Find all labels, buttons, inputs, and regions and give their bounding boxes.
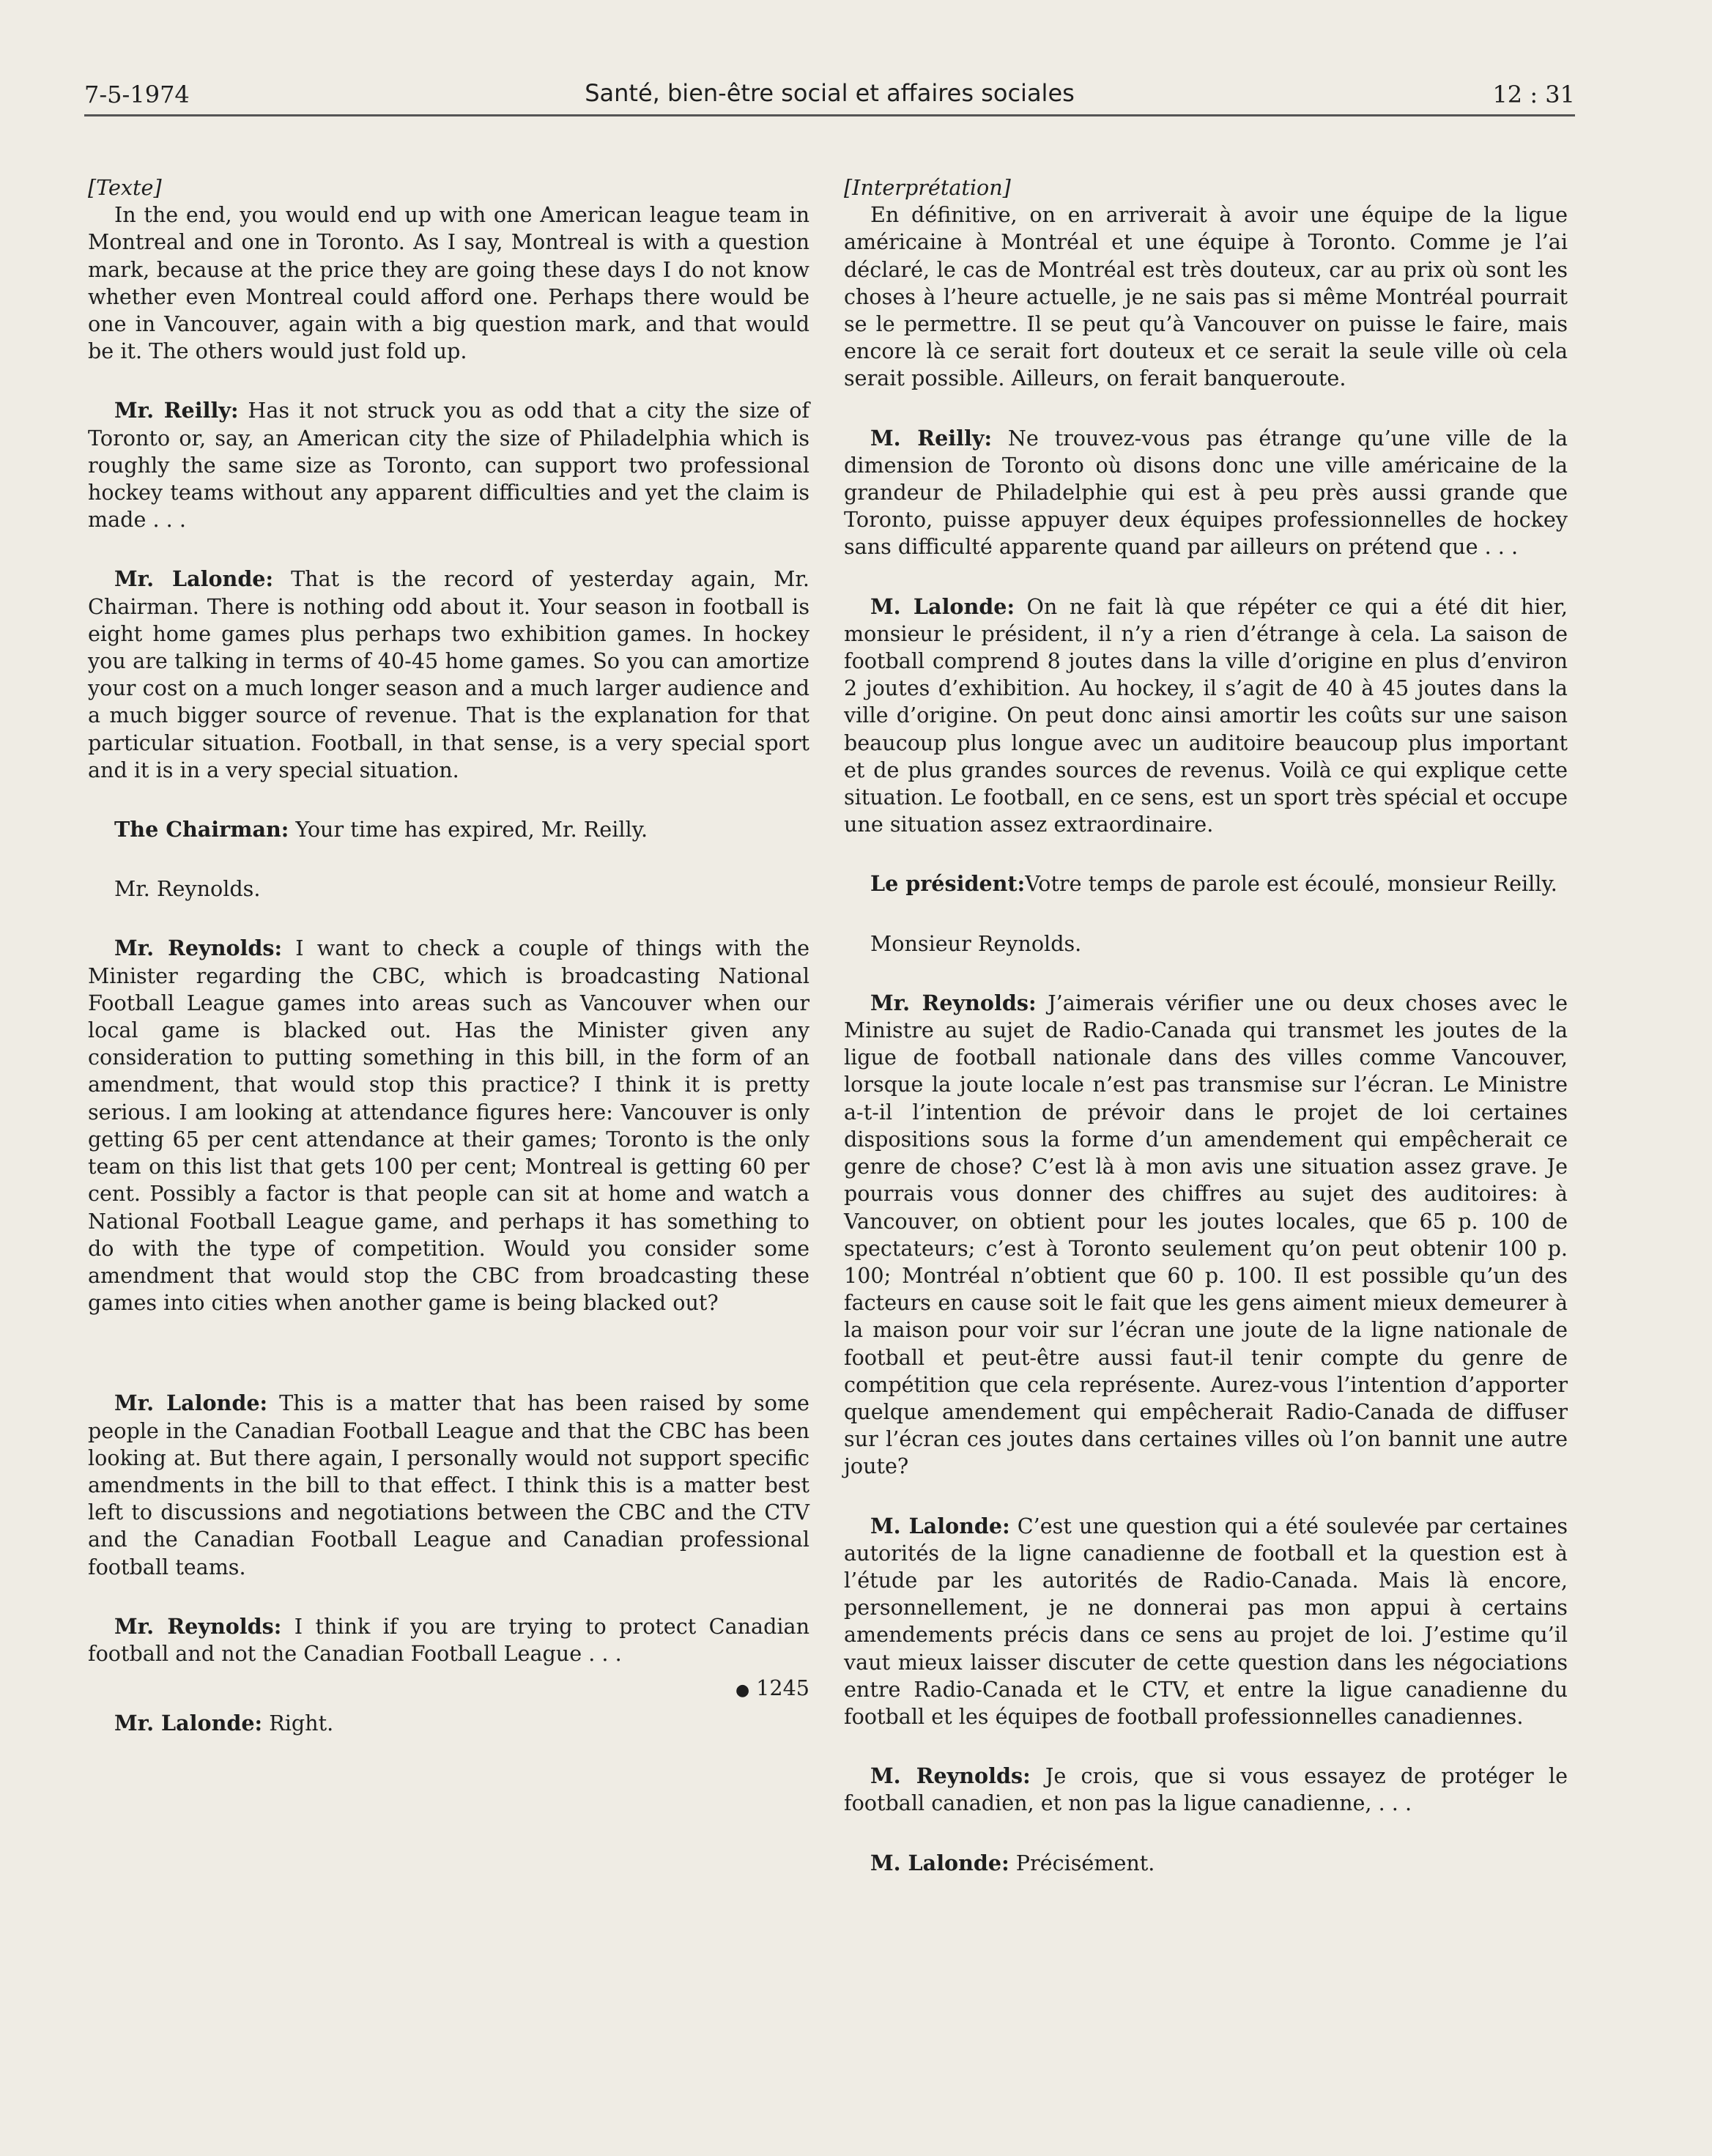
- paragraph: [844, 870, 1568, 897]
- speech-text: Précisément.: [1009, 1850, 1155, 1875]
- speech-text: J’aimerais vérifier une ou deux choses avec le Ministre au sujet de Radio-Canada qui transmet les joutes de la ligue de football nationale dans des villes comme Vancouver, lorsque la joute locale n’est pas transmise sur l’écran. Le Ministre a-t-il l’intention de prévoir dans le projet de loi certaines dispositions sous la forme d’un amendement qui empêcherait ce genre de chose? C’est là à mon avis une situation assez grave. Je pourrais vous donner des chiffres au sujet des auditoires: à Vancouver, on obtient pour les joutes locales, que 65 p. 100 de spectateurs; c’est à Toronto seulement qu’on peut obtenir 100 p. 100; Montréal n’obtient que 60 p. 100. Il est possible qu’un des facteurs en cause soit le fait que les gens aiment mieux demeurer à la maison pour voir sur l’écran une joute de la ligne nationale de football et peut-être aussi faut-il tenir compte du genre de compétition que cela représente. Aurez-vous l’intention d’apporter quelque amendement qui empêcherait Radio-Canada de diffuser sur l’écran ces joutes dans certaines villes où l’on bannit une autre joute?: [844, 990, 1568, 1479]
- speech-text: On ne fait là que répéter ce qui a été dit hier, monsieur le président, il n’y a rien d’étrange à cela. La saison de football comprend 8 joutes dans la ville d’origine en plus d’environ 2 joutes d’exhibition. Au hockey, il s’agit de 40 à 45 joutes dans la ville d’origine. On peut donc ainsi amortir les coûts sur une saison beaucoup plus longue avec un auditoire beaucoup plus important et de plus grandes sources de revenus. Voilà ce qui explique cette situation. Le football, en ce sens, est un sport très spécial et occupe une situation assez extraordinaire.: [844, 593, 1568, 837]
- speaker-name: Mr. Lalonde:: [114, 1390, 268, 1416]
- paragraph: Mr. Reynolds.: [114, 876, 261, 902]
- speech-text: Votre temps de parole est écoulé, monsieur Reilly.: [1025, 871, 1557, 897]
- speaker-name: Mr. Reynolds:: [114, 1613, 282, 1639]
- paragraph: [844, 1513, 1568, 1731]
- speech-text: That is the record of yesterday again, Mr. Chairman. There is nothing odd about it. Your season in football is eight home games plus perhaps two exhibition games. In hockey you are talking in terms of 40-45 home games. So you can amortize your cost on a much longer season and a much larger audience and a much bigger source of revenue. That is the explanation for that particular situation. Football, in that sense, is a very special sport and it is in a very special situation.: [88, 566, 809, 782]
- paragraph: In the end, you would end up with one American league team in Montreal and one in Toronto. As I say, Montreal is with a question mark, because at the price they are going these days I do not know whether even Montreal could afford one. Perhaps there would be one in Vancouver, again with a big question mark, and that would be it. The others would just fold up.: [88, 202, 809, 364]
- speaker-name: Mr. Reilly:: [114, 398, 239, 423]
- paragraph: [844, 593, 1568, 839]
- speaker-name: M. Lalonde:: [870, 1850, 1009, 1875]
- time-marker-number: 1245: [749, 1675, 809, 1701]
- speaker-name: Mr. Lalonde:: [114, 566, 274, 592]
- speaker-name: Mr. Reynolds:: [114, 936, 283, 961]
- header-page-number: 12 : 31: [1492, 81, 1575, 108]
- paragraph: [88, 1390, 809, 1580]
- speech-text: Ne trouvez-vous pas étrange qu’une ville de la dimension de Toronto où disons donc une ville américaine de la grandeur de Philadelphie qui est à peu près aussi grande que Toronto, puisse appuyer deux équipes professionnelles de hockey sans difficulté apparente quand par ailleurs on prétend que . . .: [844, 425, 1568, 560]
- speaker-name: M. Lalonde:: [870, 1513, 1010, 1538]
- speaker-name: M. Reilly:: [870, 425, 993, 451]
- speaker-name: Mr. Reynolds:: [870, 990, 1037, 1015]
- speaker-name: Le président:: [870, 871, 1026, 897]
- speech-text: I want to check a couple of things with the Minister regarding the CBC, which is broadcasting National Football League games into areas such as Vancouver when our local game is blacked out. Has the Minister given any consideration to putting something in this bill, in the form of an amendment, that would stop this practice? I think it is pretty serious. I am looking at attendance figures here: Vancouver is only getting 65 per cent attendance at their games; Toronto is the only team on this list that gets 100 per cent; Montreal is getting 60 per cent. Possibly a factor is that people can sit at home and watch a National Football League game, and perhaps it has something to do with the type of competition. Would you consider some amendment that would stop the CBC from broadcasting these games into cities when another game is being blacked out?: [88, 936, 809, 1316]
- speech-text: This is a matter that has been raised by some people in the Canadian Football League and that the CBC has been looking at. But there again, I personally would not support specific amendments in the bill to that effect. I think this is a matter best left to discussions and negotiations between the CBC and the CTV and the Canadian Football League and Canadian professional football teams.: [88, 1390, 809, 1579]
- speaker-name: Mr. Lalonde:: [114, 1711, 263, 1736]
- section-tag: [Texte]: [88, 175, 162, 200]
- paragraph: [88, 935, 809, 1316]
- header-title: Santé, bien-être social et affaires sociales: [585, 79, 1075, 107]
- header-date: 7-5-1974: [84, 81, 190, 108]
- speech-text: Je crois, que si vous essayez de protéger le football canadien, et non pas la ligue canadienne, . . .: [844, 1763, 1568, 1816]
- running-header: [84, 72, 1575, 116]
- bullet-icon: ●: [735, 1681, 750, 1700]
- speaker-name: M. Lalonde:: [870, 593, 1015, 619]
- english-column: [88, 174, 809, 1738]
- paragraph: [88, 397, 809, 533]
- paragraph: [88, 566, 809, 784]
- section-tag: [Interprétation]: [844, 175, 1011, 200]
- paragraph: [844, 990, 1568, 1481]
- paragraph: [88, 816, 809, 843]
- speech-text: C’est une question qui a été soulevée par certaines autorités de la ligne canadienne de football et la question est à l’étude par les autorités de Radio-Canada. Mais là encore, personnellement, je ne donnerai pas mon appui à certains amendements précis dans ce sens au projet de loi. J’estime qu’il vaut mieux laisser discuter de cette question dans les négociations entre Radio-Canada et le CTV, et entre la ligue canadienne du football et les équipes de football professionnelles canadiennes.: [844, 1513, 1568, 1729]
- paragraph: [844, 425, 1568, 561]
- paragraph: [88, 1613, 809, 1667]
- french-column: [844, 174, 1568, 1877]
- speech-text: Has it not struck you as odd that a city the size of Toronto or, say, an American city the size of Philadelphia which is roughly the same size as Toronto, can support two professional hockey teams without any apparent difficulties and yet the claim is made . . .: [88, 398, 810, 533]
- speaker-name: The Chairman:: [114, 817, 289, 842]
- speech-text: Your time has expired, Mr. Reilly.: [289, 817, 648, 842]
- paragraph: Monsieur Reynolds.: [870, 930, 1082, 956]
- paragraph: [844, 1850, 1568, 1877]
- paragraph: [88, 1710, 809, 1737]
- speaker-name: M. Reynolds:: [870, 1763, 1031, 1789]
- paragraph: [844, 1763, 1568, 1817]
- speech-text: Right.: [262, 1711, 334, 1736]
- time-marker: [88, 1675, 809, 1704]
- speech-text: I think if you are trying to protect Canadian football and not the Canadian Football League . . .: [88, 1613, 809, 1666]
- paragraph: En définitive, on en arriverait à avoir une équipe de la ligue américaine à Montréal et une équipe à Toronto. Comme je l’ai déclaré, le cas de Montréal est très douteux, car au prix où sont les choses à l’heure actuelle, je ne sais pas si même Montréal pourrait se le permettre. Il se peut qu’à Vancouver on puisse le faire, mais encore là ce serait fort douteux et ce serait la seule ville où cela serait possible. Ailleurs, on ferait banqueroute.: [844, 202, 1568, 391]
